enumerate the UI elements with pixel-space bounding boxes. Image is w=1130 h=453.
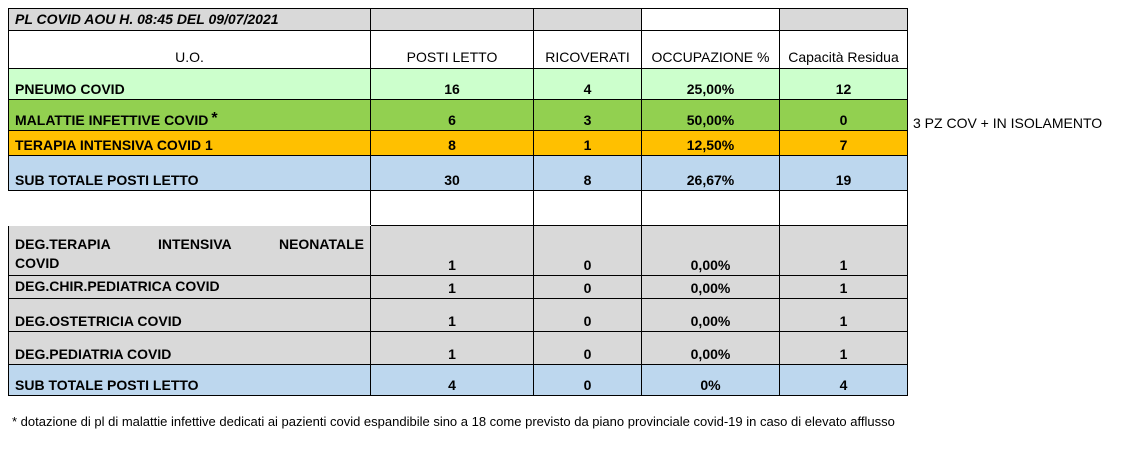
title-empty-cell <box>371 9 534 31</box>
table-row-subtotal <box>9 156 908 191</box>
header-ricoverati: RICOVERATI <box>534 31 642 69</box>
blank-cell <box>371 191 534 226</box>
cell-ricoverati: 0 <box>534 276 642 299</box>
cell-occupazione: 25,00% <box>642 69 780 100</box>
cell-occupazione: 0,00% <box>642 332 780 365</box>
row-label: DEG.OSTETRICIA COVID <box>9 299 371 332</box>
cell-posti: 30 <box>371 156 534 191</box>
table-row-malattie-infettive <box>9 100 908 131</box>
cell-occupazione: 0,00% <box>642 299 780 332</box>
table-row-deg-chir-pediatrica <box>9 276 908 299</box>
title-empty-cell <box>780 9 908 31</box>
cell-occupazione: 0,00% <box>642 276 780 299</box>
title-empty-cell <box>534 9 642 31</box>
blank-cell <box>534 191 642 226</box>
cell-ricoverati: 3 <box>534 100 642 131</box>
footnote-marker: * <box>211 110 218 127</box>
cell-posti: 1 <box>371 299 534 332</box>
table-title: PL COVID AOU H. 08:45 DEL 09/07/2021 <box>9 9 371 31</box>
header-posti-letto: POSTI LETTO <box>371 31 534 69</box>
cell-ricoverati: 0 <box>534 299 642 332</box>
table-row-subtotal <box>9 365 908 396</box>
row-label-text: MALATTIE INFETTIVE COVID <box>15 112 209 128</box>
cell-posti: 4 <box>371 365 534 396</box>
cell-capacita: 4 <box>780 365 908 396</box>
footnote: * dotazione di pl di malattie infettive dedicati ai pazienti covid espandibile sino a 18 come previsto da piano provinciale covid-19 in caso di elevato afflusso <box>12 414 895 429</box>
table-row-deg-neonatale <box>9 226 908 276</box>
subtotal-label: SUB TOTALE POSTI LETTO <box>9 365 371 396</box>
cell-capacita: 12 <box>780 69 908 100</box>
title-row <box>9 9 908 31</box>
cell-posti: 1 <box>371 226 534 276</box>
blank-cell <box>9 191 371 226</box>
row-label <box>9 100 371 131</box>
cell-ricoverati: 0 <box>534 332 642 365</box>
row-label-line2: COVID <box>15 255 60 271</box>
blank-cell <box>642 191 780 226</box>
cell-posti: 16 <box>371 69 534 100</box>
cell-capacita: 0 <box>780 100 908 131</box>
table-row-terapia-intensiva <box>9 131 908 156</box>
cell-occupazione: 0,00% <box>642 226 780 276</box>
cell-posti: 8 <box>371 131 534 156</box>
subtotal-label <box>9 156 371 191</box>
cell-capacita: 1 <box>780 332 908 365</box>
header-occupazione: OCCUPAZIONE % <box>642 31 780 69</box>
cell-posti: 6 <box>371 100 534 131</box>
cell-capacita: 1 <box>780 226 908 276</box>
table-row-deg-ostetricia <box>9 299 908 332</box>
row-label: DEG.PEDIATRIA COVID <box>9 332 371 365</box>
cell-ricoverati: 0 <box>534 226 642 276</box>
cell-occupazione: 50,00% <box>642 100 780 131</box>
title-empty-cell <box>642 9 780 31</box>
cell-capacita: 7 <box>780 131 908 156</box>
header-row <box>9 31 908 69</box>
cell-posti: 1 <box>371 276 534 299</box>
row-label: PNEUMO COVID <box>9 69 371 100</box>
cell-capacita: 1 <box>780 276 908 299</box>
cell-ricoverati: 4 <box>534 69 642 100</box>
cell-occupazione: 26,67% <box>642 156 780 191</box>
blank-row <box>9 191 908 226</box>
cell-ricoverati: 8 <box>534 156 642 191</box>
header-capacita-residua: Capacità Residua <box>780 31 908 69</box>
cell-occupazione: 12,50% <box>642 131 780 156</box>
blank-cell <box>780 191 908 226</box>
row-label: DEG.CHIR.PEDIATRICA COVID <box>9 276 371 299</box>
table-row-deg-pediatria <box>9 332 908 365</box>
covid-beds-table <box>8 8 908 396</box>
header-uo: U.O. <box>9 31 371 69</box>
cell-capacita: 1 <box>780 299 908 332</box>
row-label-line1: DEG.TERAPIA INTENSIVA NEONATALE <box>15 236 364 252</box>
cell-ricoverati: 1 <box>534 131 642 156</box>
cell-ricoverati: 0 <box>534 365 642 396</box>
row-label <box>9 226 371 276</box>
table-row-pneumo <box>9 69 908 100</box>
cell-posti: 1 <box>371 332 534 365</box>
side-note: 3 PZ COV + IN ISOLAMENTO <box>913 115 1103 131</box>
row-label: TERAPIA INTENSIVA COVID 1 <box>9 131 371 156</box>
subtotal-label-text: SUB TOTALE POSTI LETTO <box>15 172 199 188</box>
cell-capacita: 19 <box>780 156 908 191</box>
cell-occupazione: 0% <box>642 365 780 396</box>
